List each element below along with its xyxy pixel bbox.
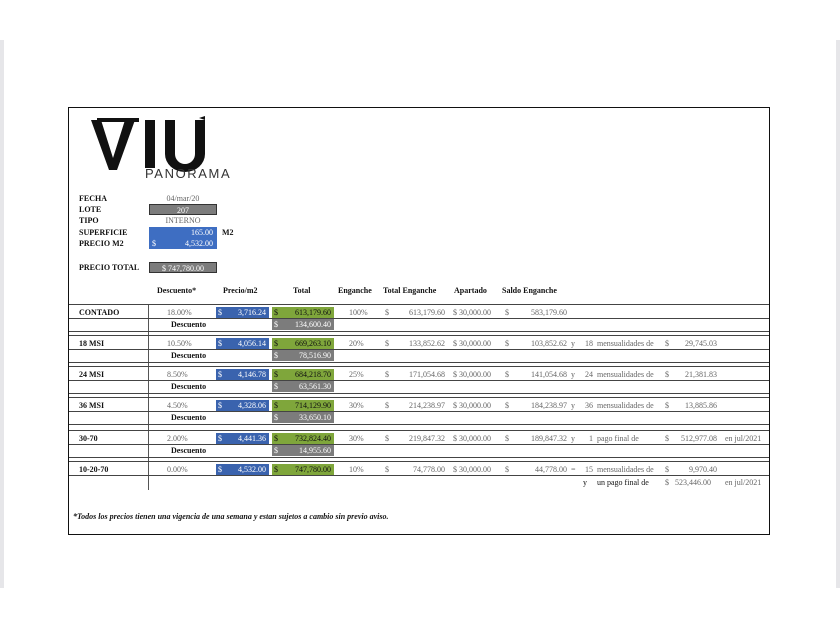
tipo-value: INTERNO xyxy=(165,216,201,225)
precio-m2-cell xyxy=(216,433,269,444)
currency-symbol: $ xyxy=(274,465,278,474)
row-divider-bottom xyxy=(69,331,769,332)
total-amount: 732,824.40 xyxy=(295,434,331,443)
header-apartado: Apartado xyxy=(454,286,487,295)
header-precio-m2: Precio/m2 xyxy=(223,286,258,295)
brand-name: PANORAMA xyxy=(145,166,232,181)
row-divider-bottom xyxy=(69,393,769,394)
enganche-pct: 10% xyxy=(349,465,364,474)
viu-logo xyxy=(91,114,211,174)
plan-date: en jul/2021 xyxy=(725,434,762,443)
descuento-cell xyxy=(272,381,334,392)
currency-symbol: $ xyxy=(385,370,389,379)
currency-symbol: $ xyxy=(274,446,278,455)
currency-symbol: $ xyxy=(218,370,222,379)
row-divider-bottom xyxy=(69,457,769,458)
currency-symbol: $ xyxy=(665,339,669,348)
enganche-pct: 100% xyxy=(349,308,368,317)
saldo-enganche: 141,054.68 xyxy=(531,370,567,379)
plan-name: 30-70 xyxy=(79,434,98,443)
currency-symbol: $ xyxy=(218,465,222,474)
superficie-value: 165.00 xyxy=(149,227,217,238)
currency-symbol: $ xyxy=(665,401,669,410)
enganche-pct: 30% xyxy=(349,401,364,410)
currency-symbol: $ xyxy=(505,465,509,474)
currency-symbol: $ xyxy=(505,308,509,317)
precio-m2-amount: 4,532.00 xyxy=(238,465,266,474)
final-amount: 523,446.00 xyxy=(675,478,711,487)
precio-m2-amount: 4,146.78 xyxy=(238,370,266,379)
row-divider xyxy=(69,461,769,462)
currency-symbol: $ xyxy=(385,308,389,317)
plan-connector: y xyxy=(571,370,575,379)
precio-m2-amount: 3,716.24 xyxy=(238,308,266,317)
descuento-cell xyxy=(272,319,334,330)
total-enganche: 74,778.00 xyxy=(413,465,445,474)
plan-name: 10-20-70 xyxy=(79,465,109,474)
precio-m2-label: PRECIO M2 xyxy=(79,239,124,248)
plan-name: CONTADO xyxy=(79,308,120,317)
currency-symbol: $ xyxy=(218,401,222,410)
plan-text: mensualidades de xyxy=(597,401,654,410)
plan-connector: y xyxy=(571,401,575,410)
precio-m2-cell xyxy=(216,369,269,380)
precio-m2-amount: 4,441.36 xyxy=(238,434,266,443)
apartado: $ 30,000.00 xyxy=(453,465,491,474)
final-date: en jul/2021 xyxy=(725,478,762,487)
total-cell xyxy=(272,307,334,318)
total-enganche: 133,852.62 xyxy=(409,339,445,348)
header-total: Total xyxy=(293,286,311,295)
total-amount: 613,179.60 xyxy=(295,308,331,317)
saldo-enganche: 44,778.00 xyxy=(535,465,567,474)
total-cell xyxy=(272,464,334,475)
plan-name: 24 MSI xyxy=(79,370,105,379)
currency-symbol: $ xyxy=(385,401,389,410)
header-total-enganche: Total Enganche xyxy=(383,286,437,295)
currency-symbol: $ xyxy=(274,382,278,391)
precio-total-label: PRECIO TOTAL xyxy=(79,263,140,272)
row-divider xyxy=(69,304,769,305)
descuento-label: Descuento xyxy=(171,382,207,391)
descuento-pct: 10.50% xyxy=(167,339,192,348)
total-amount: 669,263.10 xyxy=(295,339,331,348)
total-cell xyxy=(272,369,334,380)
currency-symbol: $ xyxy=(505,370,509,379)
total-enganche: 613,179.60 xyxy=(409,308,445,317)
total-enganche: 214,238.97 xyxy=(409,401,445,410)
row-divider xyxy=(69,335,769,336)
currency-symbol: $ xyxy=(218,434,222,443)
plan-amount: 21,381.83 xyxy=(685,370,717,379)
descuento-amount: 63,561.30 xyxy=(299,382,331,391)
currency-symbol: $ xyxy=(385,434,389,443)
precio-total-value xyxy=(149,262,217,273)
lote-value: 207 xyxy=(149,204,217,215)
descuento-cell xyxy=(272,445,334,456)
currency-symbol: $ xyxy=(274,308,278,317)
plan-amount: 29,745.03 xyxy=(685,339,717,348)
page-edge-right xyxy=(836,40,840,588)
plan-name: 18 MSI xyxy=(79,339,105,348)
descuento-pct: 4.50% xyxy=(167,401,188,410)
descuento-pct: 8.50% xyxy=(167,370,188,379)
plan-connector: y xyxy=(571,339,575,348)
row-divider-bottom xyxy=(69,475,769,476)
currency-symbol: $ xyxy=(218,339,222,348)
total-cell xyxy=(272,400,334,411)
row-divider-bottom xyxy=(69,362,769,363)
descuento-amount: 78,516.90 xyxy=(299,351,331,360)
quote-sheet xyxy=(68,107,770,535)
saldo-enganche: 189,847.32 xyxy=(531,434,567,443)
fecha-value: 04/mar/20 xyxy=(166,194,200,203)
header-saldo-enganche: Saldo Enganche xyxy=(502,286,557,295)
apartado: $ 30,000.00 xyxy=(453,401,491,410)
apartado: $ 30,000.00 xyxy=(453,434,491,443)
plan-connector: = xyxy=(571,465,576,474)
descuento-pct: 0.00% xyxy=(167,465,188,474)
row-divider xyxy=(69,366,769,367)
total-amount: 747,780.00 xyxy=(295,465,331,474)
precio-m2-cell xyxy=(216,400,269,411)
final-y: y xyxy=(583,478,587,487)
descuento-pct: 18.00% xyxy=(167,308,192,317)
plan-count: 18 xyxy=(585,339,593,348)
superficie-unit: M2 xyxy=(222,228,234,237)
descuento-label: Descuento xyxy=(171,446,207,455)
descuento-cell xyxy=(272,412,334,423)
final-text: un pago final de xyxy=(597,478,649,487)
descuento-amount: 14,955.60 xyxy=(299,446,331,455)
precio-m2-value xyxy=(149,238,217,249)
descuento-amount: 33,650.10 xyxy=(299,413,331,422)
apartado: $ 30,000.00 xyxy=(453,308,491,317)
page-edge-left xyxy=(0,40,4,588)
plan-amount: 13,885.86 xyxy=(685,401,717,410)
currency-symbol: $ xyxy=(162,264,166,273)
precio-m2-cell xyxy=(216,307,269,318)
apartado: $ 30,000.00 xyxy=(453,370,491,379)
precio-total-amount: 747,780.00 xyxy=(168,264,204,273)
total-cell xyxy=(272,433,334,444)
precio-m2-amount: 4,532.00 xyxy=(185,239,213,248)
enganche-pct: 20% xyxy=(349,339,364,348)
total-amount: 684,218.70 xyxy=(295,370,331,379)
precio-m2-amount: 4,056.14 xyxy=(238,339,266,348)
plan-count: 24 xyxy=(585,370,593,379)
row-divider xyxy=(69,430,769,431)
currency-symbol: $ xyxy=(505,339,509,348)
lote-label: LOTE xyxy=(79,205,102,214)
enganche-pct: 25% xyxy=(349,370,364,379)
currency-symbol: $ xyxy=(665,465,669,474)
plan-connector: y xyxy=(571,434,575,443)
currency-symbol: $ xyxy=(505,434,509,443)
precio-m2-cell xyxy=(216,338,269,349)
header-enganche: Enganche xyxy=(338,286,372,295)
currency-symbol: $ xyxy=(665,370,669,379)
plan-count: 36 xyxy=(585,401,593,410)
apartado: $ 30,000.00 xyxy=(453,339,491,348)
row-divider xyxy=(69,397,769,398)
header-descuento: Descuento* xyxy=(157,286,197,295)
plan-amount: 9,970.40 xyxy=(689,465,717,474)
currency-symbol: $ xyxy=(274,320,278,329)
currency-symbol: $ xyxy=(385,465,389,474)
total-cell xyxy=(272,338,334,349)
precio-m2-amount: 4,328.06 xyxy=(238,401,266,410)
plan-amount: 512,977.08 xyxy=(681,434,717,443)
precio-m2-cell xyxy=(216,464,269,475)
currency-symbol: $ xyxy=(274,351,278,360)
currency-symbol: $ xyxy=(274,370,278,379)
currency-symbol: $ xyxy=(152,239,156,248)
descuento-label: Descuento xyxy=(171,351,207,360)
descuento-amount: 134,600.40 xyxy=(295,320,331,329)
total-enganche: 219,847.32 xyxy=(409,434,445,443)
descuento-cell xyxy=(272,350,334,361)
descuento-pct: 2.00% xyxy=(167,434,188,443)
total-amount: 714,129.90 xyxy=(295,401,331,410)
plan-name: 36 MSI xyxy=(79,401,105,410)
plan-text: mensualidades de xyxy=(597,370,654,379)
plan-text: mensualidades de xyxy=(597,339,654,348)
currency-symbol: $ xyxy=(385,339,389,348)
currency-symbol: $ xyxy=(274,434,278,443)
enganche-pct: 30% xyxy=(349,434,364,443)
fecha-label: FECHA xyxy=(79,194,107,203)
currency-symbol: $ xyxy=(665,434,669,443)
plan-count: 15 xyxy=(585,465,593,474)
descuento-label: Descuento xyxy=(171,320,207,329)
tipo-label: TIPO xyxy=(79,216,99,225)
saldo-enganche: 103,852.62 xyxy=(531,339,567,348)
plan-count: 1 xyxy=(589,434,593,443)
total-enganche: 171,054.68 xyxy=(409,370,445,379)
row-divider-bottom xyxy=(69,424,769,425)
currency-symbol: $ xyxy=(274,413,278,422)
currency-symbol: $ xyxy=(274,401,278,410)
plan-text: pago final de xyxy=(597,434,639,443)
superficie-label: SUPERFICIE xyxy=(79,228,128,237)
final-currency: $ xyxy=(665,478,669,487)
plan-text: mensualidades de xyxy=(597,465,654,474)
currency-symbol: $ xyxy=(218,308,222,317)
disclaimer-note: *Todos los precios tienen una vigencia de una semana y estan sujetos a cambio sin previo aviso. xyxy=(73,512,389,521)
currency-symbol: $ xyxy=(505,401,509,410)
saldo-enganche: 583,179.60 xyxy=(531,308,567,317)
descuento-label: Descuento xyxy=(171,413,207,422)
currency-symbol: $ xyxy=(274,339,278,348)
saldo-enganche: 184,238.97 xyxy=(531,401,567,410)
